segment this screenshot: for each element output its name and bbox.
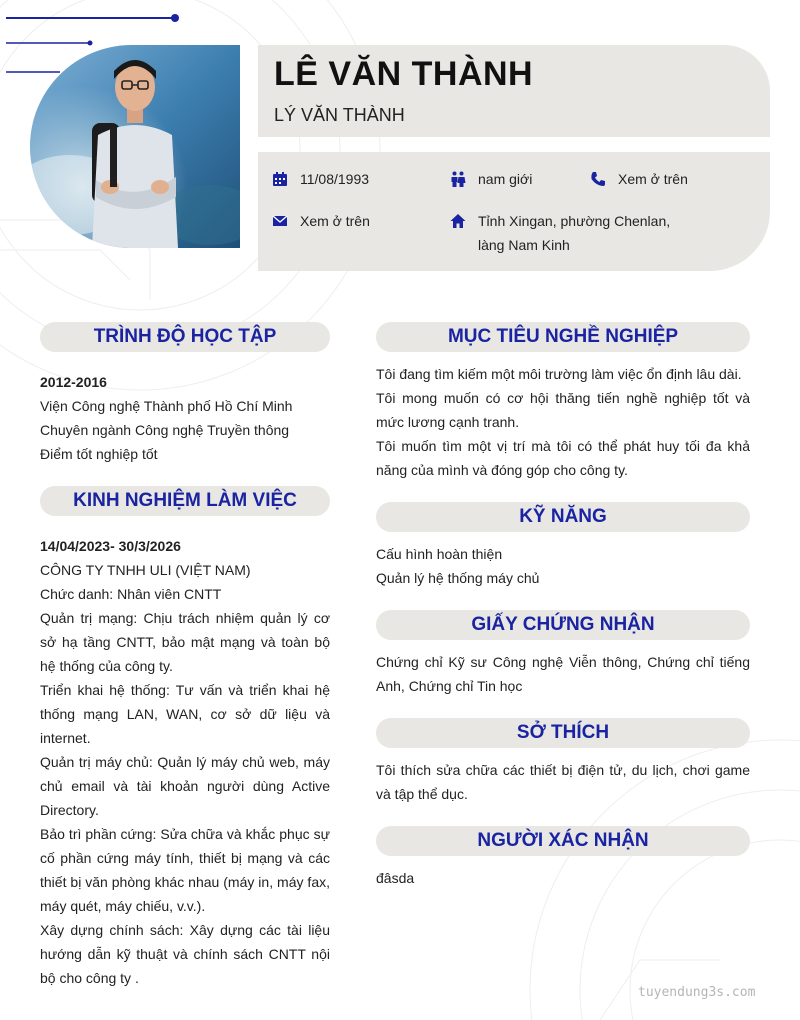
objective-line: Tôi mong muốn có cơ hội thăng tiến nghề nghiệp tốt và mức lương cạnh tranh. (376, 390, 750, 430)
skill-item: Quản lý hệ thống máy chủ (376, 570, 540, 586)
alias-name: LÝ VĂN THÀNH (274, 105, 405, 125)
education-section (40, 370, 330, 466)
full-name: LÊ VĂN THÀNH (274, 55, 534, 93)
education-grade: Điểm tốt nghiệp tốt (40, 446, 158, 462)
reference-heading: NGƯỜI XÁC NHẬN (376, 826, 750, 856)
hobbies-section (376, 758, 750, 806)
experience-heading: KINH NGHIỆM LÀM VIỆC (40, 486, 330, 516)
skill-item: Cấu hình hoàn thiện (376, 546, 503, 562)
gender-text: nam giới (478, 171, 533, 187)
people-icon (450, 171, 466, 187)
birthday-text: 11/08/1993 (300, 171, 370, 187)
experience-duty: Bảo trì phần cứng: Sửa chữa và khắc phục sự cố phần cứng máy tính, thiết bị mạng và các thiết bị văn phòng khác nhau (máy in, máy fax, máy quét, máy chiếu, v.v.). (40, 826, 330, 914)
objective-line: Tôi muốn tìm một vị trí mà tôi có thể phát huy tối đa khả năng của mình và đóng góp cho công ty. (376, 438, 750, 478)
skills-section (376, 542, 750, 590)
envelope-icon (272, 213, 288, 229)
calendar-icon (272, 171, 288, 187)
objective-heading: MỤC TIÊU NGHỀ NGHIỆP (376, 322, 750, 352)
objective-line: Tôi đang tìm kiếm một môi trường làm việc ổn định lâu dài. (376, 366, 742, 382)
phone-icon (590, 171, 606, 187)
education-heading: TRÌNH ĐỘ HỌC TẬP (40, 322, 330, 352)
email-text: Xem ở trên (300, 213, 370, 229)
objective-section (376, 362, 750, 482)
avatar-illustration (30, 45, 240, 248)
experience-duty: Triển khai hệ thống: Tư vấn và triển khai hệ thống mạng LAN, WAN, cơ sở dữ liệu và internet. (40, 682, 330, 746)
experience-duty: Quản trị máy chủ: Quản lý máy chủ web, máy chủ email và tài khoản người dùng Active Directory. (40, 754, 330, 818)
reference-text: đâsda (376, 870, 415, 886)
education-period: 2012-2016 (40, 374, 107, 390)
experience-duty: Xây dựng chính sách: Xây dựng các tài liệu hướng dẫn kỹ thuật và chính sách CNTT nội bộ cho công ty . (40, 922, 330, 986)
skills-heading: KỸ NĂNG (376, 502, 750, 532)
education-school: Viện Công nghệ Thành phố Hồ Chí Minh (40, 398, 293, 414)
hobbies-text: Tôi thích sửa chữa các thiết bị điện tử, du lịch, chơi game và tập thể dục. (376, 762, 750, 802)
certificates-heading: GIẤY CHỨNG NHẬN (376, 610, 750, 640)
experience-period: 14/04/2023- 30/3/2026 (40, 538, 181, 554)
reference-section (376, 866, 750, 890)
watermark: tuyendung3s.com (638, 985, 756, 1000)
address-line-1: Tỉnh Xingan, phường Chenlan, (478, 213, 671, 229)
education-major: Chuyên ngành Công nghệ Truyền thông (40, 422, 290, 438)
experience-position: Chức danh: Nhân viên CNTT (40, 586, 222, 602)
certificates-text: Chứng chỉ Kỹ sư Công nghệ Viễn thông, Chứng chỉ tiếng Anh, Chứng chỉ Tin học (376, 654, 750, 694)
profile-photo (30, 45, 240, 248)
hobbies-heading: SỞ THÍCH (376, 718, 750, 748)
experience-duty: Quản trị mạng: Chịu trách nhiệm quản lý cơ sở hạ tầng CNTT, bảo mật mạng và toàn bộ hệ thống của công ty. (40, 610, 330, 674)
phone-text: Xem ở trên (618, 171, 688, 187)
home-icon (450, 213, 466, 229)
address-line-2: làng Nam Kinh (478, 237, 570, 253)
name-panel (258, 45, 770, 137)
contact-panel (258, 152, 770, 271)
experience-company: CÔNG TY TNHH ULI (VIỆT NAM) (40, 562, 251, 578)
experience-section (40, 534, 330, 990)
certificates-section (376, 650, 750, 698)
